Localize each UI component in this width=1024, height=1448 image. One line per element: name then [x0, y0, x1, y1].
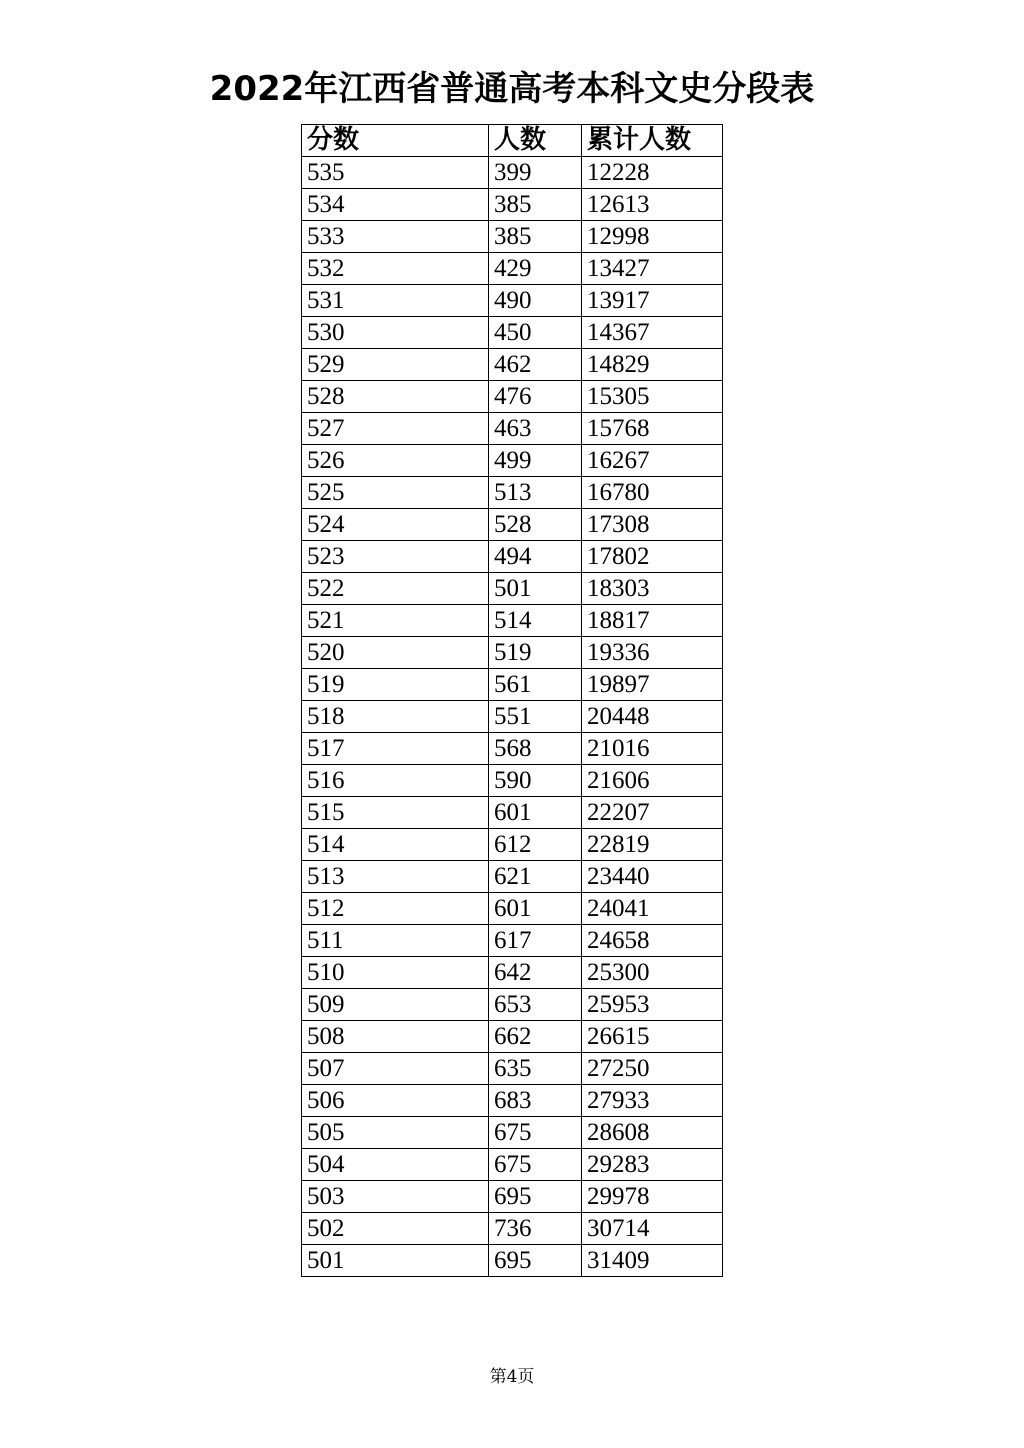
column-header-cumulative: 累计人数 — [582, 125, 723, 157]
cell-score: 511 — [302, 925, 489, 957]
table-row — [302, 253, 723, 285]
cell-score: 524 — [302, 509, 489, 541]
cell-cumulative: 29978 — [582, 1181, 723, 1213]
cell-score: 534 — [302, 189, 489, 221]
cell-cumulative: 27933 — [582, 1085, 723, 1117]
cell-score: 531 — [302, 285, 489, 317]
cell-cumulative: 20448 — [582, 701, 723, 733]
cell-count: 463 — [489, 413, 582, 445]
table-row — [302, 477, 723, 509]
table-row — [302, 349, 723, 381]
cell-cumulative: 18303 — [582, 573, 723, 605]
cell-count: 528 — [489, 509, 582, 541]
table-row — [302, 541, 723, 573]
cell-score: 526 — [302, 445, 489, 477]
score-distribution-table — [301, 124, 723, 1277]
cell-score: 502 — [302, 1213, 489, 1245]
cell-count: 601 — [489, 893, 582, 925]
cell-cumulative: 27250 — [582, 1053, 723, 1085]
table-row — [302, 925, 723, 957]
cell-count: 590 — [489, 765, 582, 797]
table-row — [302, 413, 723, 445]
cell-score: 507 — [302, 1053, 489, 1085]
table-row — [302, 701, 723, 733]
cell-count: 683 — [489, 1085, 582, 1117]
cell-score: 535 — [302, 157, 489, 189]
cell-cumulative: 17308 — [582, 509, 723, 541]
cell-score: 506 — [302, 1085, 489, 1117]
table-row — [302, 1021, 723, 1053]
cell-cumulative: 25300 — [582, 957, 723, 989]
cell-score: 533 — [302, 221, 489, 253]
cell-cumulative: 31409 — [582, 1245, 723, 1277]
cell-count: 736 — [489, 1213, 582, 1245]
cell-cumulative: 19897 — [582, 669, 723, 701]
cell-count: 494 — [489, 541, 582, 573]
cell-cumulative: 16267 — [582, 445, 723, 477]
cell-score: 515 — [302, 797, 489, 829]
cell-score: 513 — [302, 861, 489, 893]
cell-score: 516 — [302, 765, 489, 797]
cell-count: 513 — [489, 477, 582, 509]
table-row — [302, 1085, 723, 1117]
table-row — [302, 861, 723, 893]
cell-cumulative: 14829 — [582, 349, 723, 381]
table-row — [302, 1149, 723, 1181]
cell-cumulative: 25953 — [582, 989, 723, 1021]
cell-count: 499 — [489, 445, 582, 477]
cell-count: 551 — [489, 701, 582, 733]
cell-count: 519 — [489, 637, 582, 669]
table-row — [302, 1245, 723, 1277]
cell-cumulative: 18817 — [582, 605, 723, 637]
cell-cumulative: 19336 — [582, 637, 723, 669]
page-title: 2022年江西省普通高考本科文史分段表 — [209, 69, 815, 109]
cell-cumulative: 12998 — [582, 221, 723, 253]
cell-cumulative: 22819 — [582, 829, 723, 861]
table-row — [302, 221, 723, 253]
cell-count: 675 — [489, 1117, 582, 1149]
cell-count: 514 — [489, 605, 582, 637]
cell-count: 635 — [489, 1053, 582, 1085]
cell-score: 501 — [302, 1245, 489, 1277]
cell-count: 612 — [489, 829, 582, 861]
table-row — [302, 1213, 723, 1245]
table-row — [302, 733, 723, 765]
table-row — [302, 605, 723, 637]
cell-count: 695 — [489, 1181, 582, 1213]
table-row — [302, 381, 723, 413]
cell-score: 527 — [302, 413, 489, 445]
table-row — [302, 509, 723, 541]
table-row — [302, 317, 723, 349]
cell-score: 525 — [302, 477, 489, 509]
cell-cumulative: 14367 — [582, 317, 723, 349]
table-row — [302, 957, 723, 989]
cell-cumulative: 21606 — [582, 765, 723, 797]
cell-cumulative: 29283 — [582, 1149, 723, 1181]
column-header-count: 人数 — [489, 125, 582, 157]
cell-score: 512 — [302, 893, 489, 925]
cell-cumulative: 12613 — [582, 189, 723, 221]
table-row — [302, 445, 723, 477]
table-row — [302, 829, 723, 861]
cell-count: 399 — [489, 157, 582, 189]
cell-score: 510 — [302, 957, 489, 989]
cell-score: 523 — [302, 541, 489, 573]
cell-count: 385 — [489, 189, 582, 221]
cell-score: 509 — [302, 989, 489, 1021]
cell-count: 490 — [489, 285, 582, 317]
page-number: 第4页 — [489, 1367, 535, 1387]
cell-cumulative: 26615 — [582, 1021, 723, 1053]
cell-cumulative: 15305 — [582, 381, 723, 413]
cell-cumulative: 13917 — [582, 285, 723, 317]
cell-score: 514 — [302, 829, 489, 861]
cell-count: 617 — [489, 925, 582, 957]
cell-score: 519 — [302, 669, 489, 701]
cell-score: 505 — [302, 1117, 489, 1149]
cell-cumulative: 28608 — [582, 1117, 723, 1149]
cell-count: 675 — [489, 1149, 582, 1181]
cell-score: 522 — [302, 573, 489, 605]
cell-count: 642 — [489, 957, 582, 989]
cell-count: 476 — [489, 381, 582, 413]
cell-score: 529 — [302, 349, 489, 381]
table-row — [302, 765, 723, 797]
cell-cumulative: 22207 — [582, 797, 723, 829]
cell-score: 528 — [302, 381, 489, 413]
cell-count: 695 — [489, 1245, 582, 1277]
table-row — [302, 189, 723, 221]
cell-cumulative: 13427 — [582, 253, 723, 285]
cell-count: 501 — [489, 573, 582, 605]
cell-score: 508 — [302, 1021, 489, 1053]
table-header-row — [302, 125, 723, 157]
table-body — [302, 157, 723, 1277]
cell-score: 518 — [302, 701, 489, 733]
cell-cumulative: 16780 — [582, 477, 723, 509]
cell-score: 521 — [302, 605, 489, 637]
cell-score: 530 — [302, 317, 489, 349]
cell-cumulative: 23440 — [582, 861, 723, 893]
table-row — [302, 573, 723, 605]
cell-cumulative: 12228 — [582, 157, 723, 189]
cell-score: 517 — [302, 733, 489, 765]
cell-cumulative: 17802 — [582, 541, 723, 573]
table-row — [302, 1117, 723, 1149]
table-row — [302, 893, 723, 925]
cell-cumulative: 24041 — [582, 893, 723, 925]
table-row — [302, 285, 723, 317]
table-row — [302, 157, 723, 189]
cell-cumulative: 15768 — [582, 413, 723, 445]
cell-count: 429 — [489, 253, 582, 285]
table-row — [302, 637, 723, 669]
cell-count: 568 — [489, 733, 582, 765]
table-row — [302, 1181, 723, 1213]
cell-cumulative: 21016 — [582, 733, 723, 765]
cell-score: 504 — [302, 1149, 489, 1181]
cell-count: 450 — [489, 317, 582, 349]
cell-score: 520 — [302, 637, 489, 669]
cell-count: 561 — [489, 669, 582, 701]
table-row — [302, 989, 723, 1021]
cell-count: 662 — [489, 1021, 582, 1053]
table-row — [302, 797, 723, 829]
cell-score: 532 — [302, 253, 489, 285]
column-header-score: 分数 — [302, 125, 489, 157]
table-row — [302, 1053, 723, 1085]
cell-count: 385 — [489, 221, 582, 253]
cell-cumulative: 30714 — [582, 1213, 723, 1245]
cell-count: 621 — [489, 861, 582, 893]
cell-count: 601 — [489, 797, 582, 829]
cell-count: 653 — [489, 989, 582, 1021]
cell-cumulative: 24658 — [582, 925, 723, 957]
cell-count: 462 — [489, 349, 582, 381]
table-row — [302, 669, 723, 701]
cell-score: 503 — [302, 1181, 489, 1213]
